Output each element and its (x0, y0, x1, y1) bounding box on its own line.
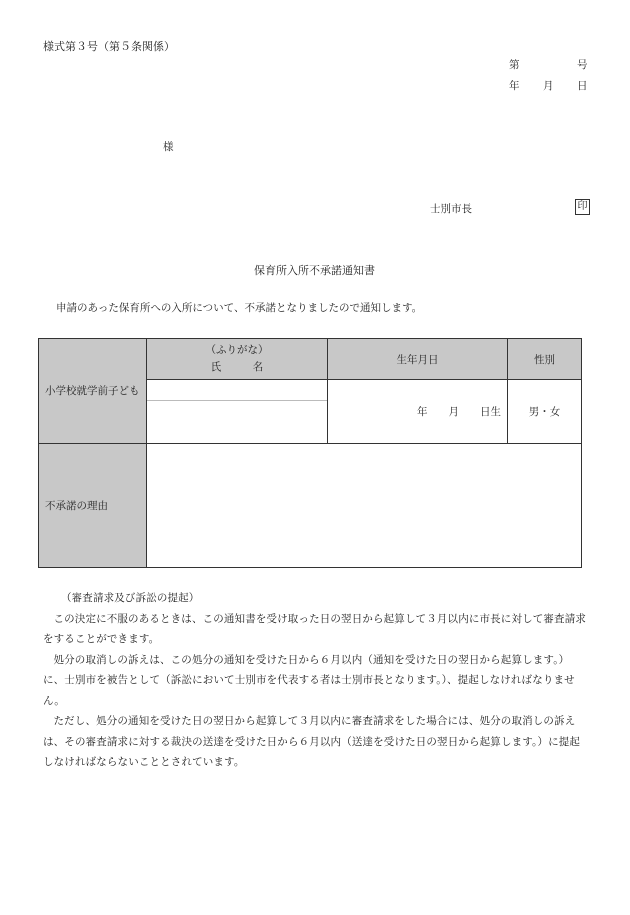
notice-paragraph-1: この決定に不服のあるときは、この通知書を受け取った日の翌日から起算して３月以内に市長に対して審査請求をすることができます。 (43, 612, 586, 645)
name-entry-cell (147, 380, 328, 444)
notice-paragraph-2: 処分の取消しの訴えは、この処分の通知を受けた日から６月以内（通知を受けた日の翌日から起算します。）に、士別市を被告として（訴訟において士別市を代表する者は士別市長となります。）、提起しなければなりません。 (43, 653, 575, 707)
intro-text: 申請のあった保育所への入所について、不承諾となりましたので通知します。 (56, 302, 423, 314)
child-label-cell (39, 339, 147, 444)
birth-entry[interactable] (328, 380, 508, 444)
name-header-cell (147, 339, 328, 380)
form-number: 様式第３号（第５条関係） (43, 40, 175, 53)
date-year: 年 (509, 80, 520, 92)
furigana-header: （ふりがな） (205, 344, 269, 356)
reason-entry[interactable] (147, 444, 582, 568)
child-label: 小学校就学前子ども (45, 385, 140, 397)
birth-header: 生年月日 (328, 339, 508, 380)
seal-box: 印 (575, 199, 590, 215)
document-title: 保育所入所不承諾通知書 (254, 264, 375, 277)
sex-value: 男・女 (528, 406, 561, 418)
issuer-title: 士別市長 (430, 203, 472, 215)
recipient-honorific: 様 (163, 141, 174, 153)
notice-section (43, 588, 588, 773)
reason-label: 不承諾の理由 (45, 499, 108, 512)
date-month: 月 (543, 80, 554, 92)
furigana-entry[interactable] (147, 380, 327, 400)
birth-value: 年 月 日生 (417, 406, 501, 418)
name-header: 氏 名 (210, 361, 264, 373)
doc-number-prefix: 第 (509, 59, 520, 71)
sex-header: 性別 (508, 339, 582, 380)
date-day: 日 (577, 80, 588, 92)
sex-entry[interactable] (508, 380, 582, 444)
doc-number-suffix: 号 (577, 59, 588, 71)
reason-label-cell (39, 444, 147, 568)
form-table (38, 338, 582, 568)
name-entry[interactable] (147, 400, 327, 443)
notice-paragraph-3: ただし、処分の通知を受けた日の翌日から起算して３月以内に審査請求をした場合には、処分の取消しの訴えは、その審査請求に対する裁決の送達を受けた日から６月以内（送達を受けた日の翌日から起算します。）に提起しなければならないこととされています。 (43, 715, 581, 768)
notice-heading: （審査請求及び訴訟の提起） (61, 592, 200, 604)
